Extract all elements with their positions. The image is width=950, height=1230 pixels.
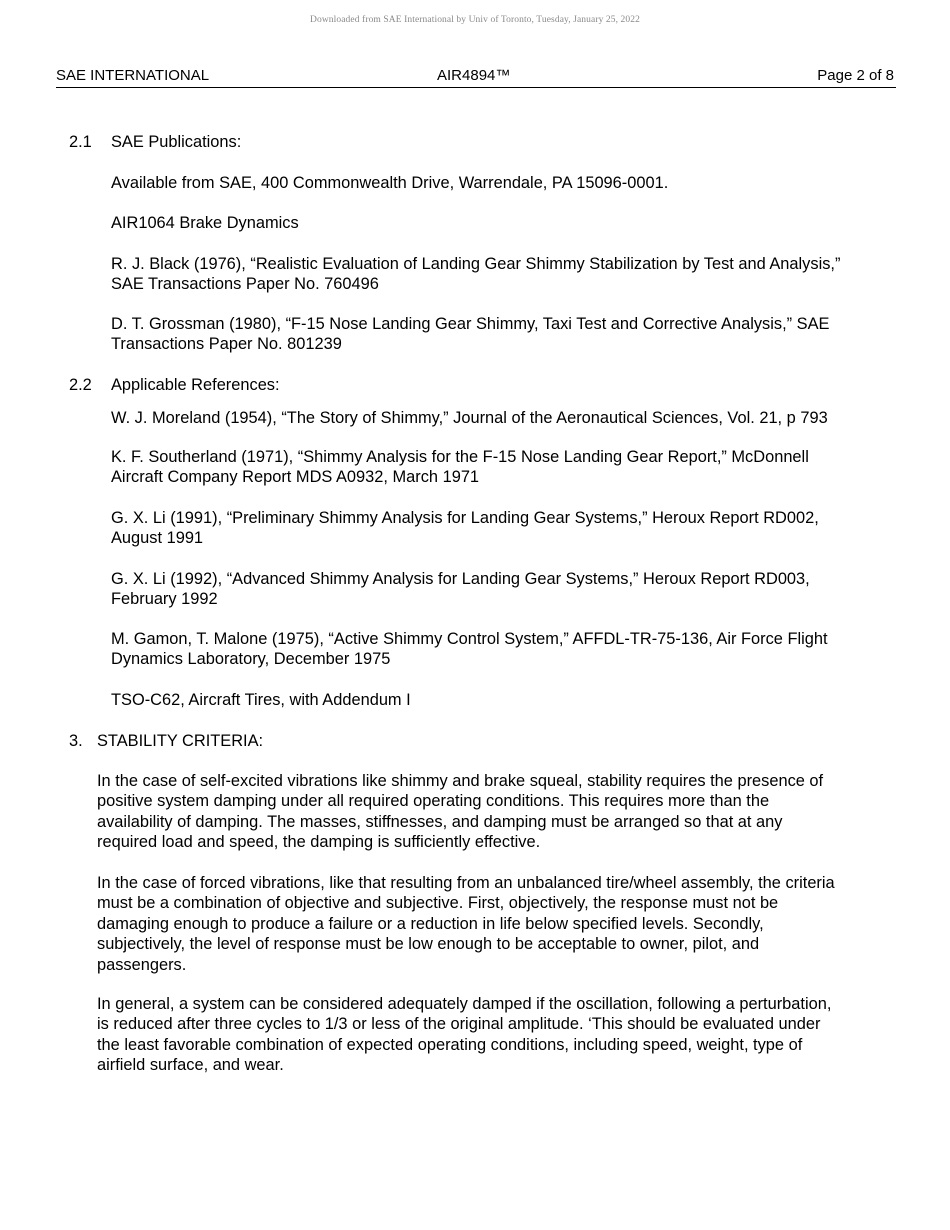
reference-item <box>111 508 819 549</box>
reference-line: AIR1064 Brake Dynamics <box>111 214 299 232</box>
reference-item <box>111 629 828 670</box>
paragraph-line: must be a combination of objective and subjective. First, objectively, the response must not be <box>97 894 779 913</box>
reference-line: SAE Transactions Paper No. 760496 <box>111 275 379 294</box>
paragraph-line: In general, a system can be considered adequately damped if the oscillation, following a perturbation, <box>97 995 832 1013</box>
paragraph-line: passengers. <box>97 955 187 974</box>
paragraph-line: availability of damping. The masses, stiffnesses, and damping must be arranged so that at any <box>97 812 783 831</box>
paragraph-line: positive system damping under all required operating conditions. This requires more than the <box>97 792 770 811</box>
body-paragraph <box>97 994 831 1076</box>
paragraph-line: subjectively, the level of response must be low enough to be acceptable to owner, pilot, and <box>97 935 760 954</box>
availability-note: Available from SAE, 400 Commonwealth Drive, Warrendale, PA 15096-0001. <box>111 174 669 192</box>
paragraph-line: In the case of self-excited vibrations like shimmy and brake squeal, stability requires the presence of <box>97 772 824 790</box>
paragraph-line: is reduced after three cycles to 1/3 or less of the original amplitude. ‘This should be evaluated under <box>97 1015 821 1034</box>
paragraph-line: the least favorable combination of expected operating conditions, including speed, weight, type of <box>97 1035 803 1054</box>
reference-line: Aircraft Company Report MDS A0932, March 1971 <box>111 468 480 487</box>
section-2-2-number: 2.2 <box>69 376 92 394</box>
reference-line: August 1991 <box>111 529 204 548</box>
paragraph-line: airfield surface, and wear. <box>97 1056 284 1075</box>
body-paragraph <box>97 771 823 853</box>
reference-item <box>111 254 840 295</box>
reference-line: G. X. Li (1992), “Advanced Shimmy Analysis for Landing Gear Systems,” Heroux Report RD003, <box>111 570 810 588</box>
reference-item <box>111 408 828 428</box>
header-page-number: Page 2 of 8 <box>817 67 894 84</box>
paragraph-line: required load and speed, the damping is sufficiently effective. <box>97 833 541 852</box>
reference-item <box>111 447 809 488</box>
reference-item <box>111 213 299 233</box>
download-notice: Downloaded from SAE International by Univ of Toronto, Tuesday, January 25, 2022 <box>310 15 640 25</box>
header-doc-id: AIR4894™ <box>437 67 511 84</box>
section-3-title: STABILITY CRITERIA: <box>97 732 264 750</box>
reference-item <box>111 569 810 610</box>
reference-line: W. J. Moreland (1954), “The Story of Shimmy,” Journal of the Aeronautical Sciences, Vol. 21, p 793 <box>111 409 828 427</box>
reference-line: TSO-C62, Aircraft Tires, with Addendum I <box>111 691 411 709</box>
paragraph-line: In the case of forced vibrations, like that resulting from an unbalanced tire/wheel assembly, the criteria <box>97 874 835 892</box>
section-2-2-title: Applicable References: <box>111 376 280 394</box>
reference-line: M. Gamon, T. Malone (1975), “Active Shimmy Control System,” AFFDL-TR-75-136, Air Force Flight <box>111 630 828 648</box>
reference-line: February 1992 <box>111 590 218 609</box>
reference-line: R. J. Black (1976), “Realistic Evaluation of Landing Gear Shimmy Stabilization by Test and Analysis,” <box>111 255 841 273</box>
body-paragraph <box>97 873 835 975</box>
reference-item <box>111 314 829 355</box>
reference-line: D. T. Grossman (1980), “F-15 Nose Landing Gear Shimmy, Taxi Test and Corrective Analysis,” SAE <box>111 315 830 333</box>
section-3-number: 3. <box>69 732 83 750</box>
reference-line: K. F. Southerland (1971), “Shimmy Analysis for the F-15 Nose Landing Gear Report,” McDonnell <box>111 448 809 466</box>
section-2-1-title: SAE Publications: <box>111 133 242 151</box>
page-header <box>56 67 896 88</box>
reference-item <box>111 690 411 710</box>
reference-line: G. X. Li (1991), “Preliminary Shimmy Analysis for Landing Gear Systems,” Heroux Report RD002, <box>111 509 819 527</box>
section-2-1-number: 2.1 <box>69 133 92 151</box>
reference-line: Dynamics Laboratory, December 1975 <box>111 650 391 669</box>
header-org: SAE INTERNATIONAL <box>56 67 210 84</box>
paragraph-line: damaging enough to produce a failure or a reduction in life below specified levels. Secondly, <box>97 914 764 933</box>
reference-line: Transactions Paper No. 801239 <box>111 335 342 354</box>
